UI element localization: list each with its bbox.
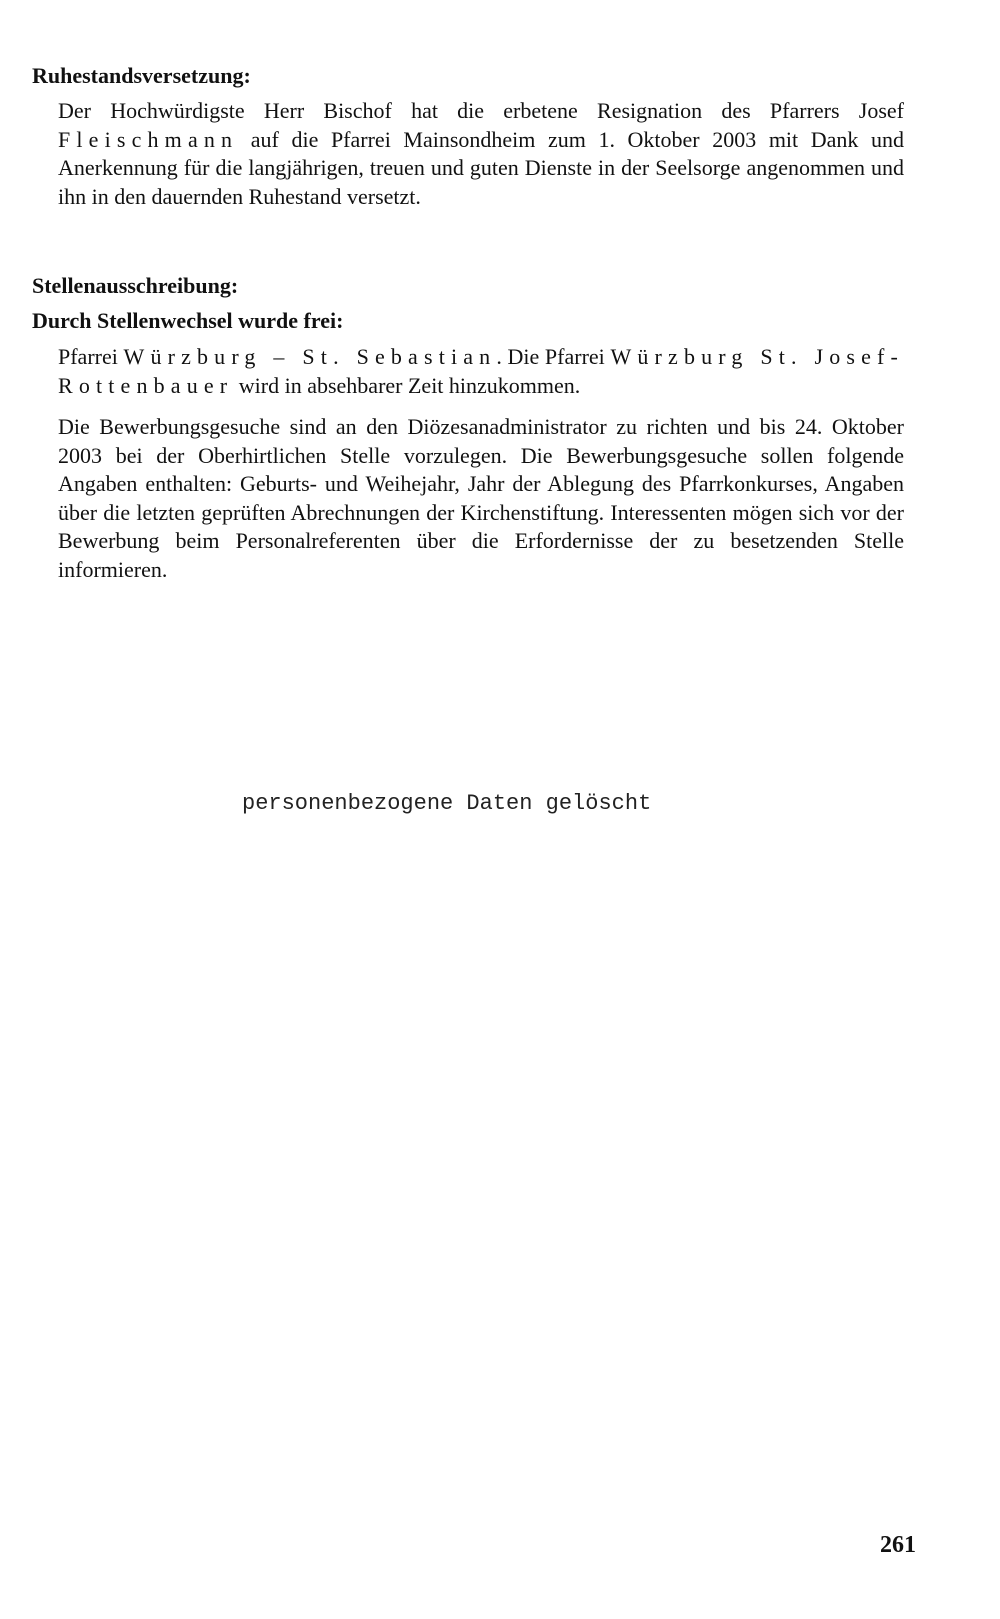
parish-suffix: wird in absehbarer Zeit hinzukommen. (233, 372, 581, 398)
retirement-priest-name: Fleischmann (58, 126, 239, 152)
page-number: 261 (880, 1532, 916, 1558)
vacancy-subheading: Durch Stellenwechsel wurde frei: (32, 308, 344, 333)
retirement-paragraph (58, 97, 904, 211)
vacancy-heading: Stellenausschreibung: (32, 273, 239, 298)
retirement-text-1: Der Hochwürdigste Herr Bischof hat die erbetene Resignation des Pfarrers Josef (58, 98, 904, 123)
parish-name-2: Würzburg St. Josef-Rottenbauer (58, 344, 904, 398)
parish-prefix: Pfarrei (58, 344, 124, 369)
redaction-notice: personenbezogene Daten gelöscht (242, 791, 652, 816)
parish-name: Würzburg – St. Sebastian (123, 344, 497, 369)
retirement-text-2: auf die Pfarrei Mainsondheim zum 1. Oktober 2003 mit Dank und Anerkennung für die langjährigen, treuen und guten Dienste in der Seelsorge angenommen und ihn in den dauernden Ruhestand versetzt. (58, 126, 904, 209)
retirement-heading: Ruhestandsversetzung: (32, 63, 251, 88)
parish-mid: . Die Pfarrei (496, 344, 611, 369)
vacancy-instructions-paragraph: Die Bewerbungsgesuche sind an den Diözesanadministrator zu richten und bis 24. Oktober 2003 bei der Oberhirtlichen Stelle vorzulegen. Die Bewerbungsgesuche sollen folgende Angaben enthalten: Geburts- und Weihejahr, Jahr der Ablegung des Pfarrkonkurses, Angaben über die letzten geprüften Abrechnungen der Kirchenstiftung. Interessenten mögen sich vor der Bewerbung beim Personalreferenten über die Erfordernisse der zu besetzenden Stelle informieren. (58, 414, 904, 582)
vacancy-parish-paragraph (58, 343, 904, 400)
